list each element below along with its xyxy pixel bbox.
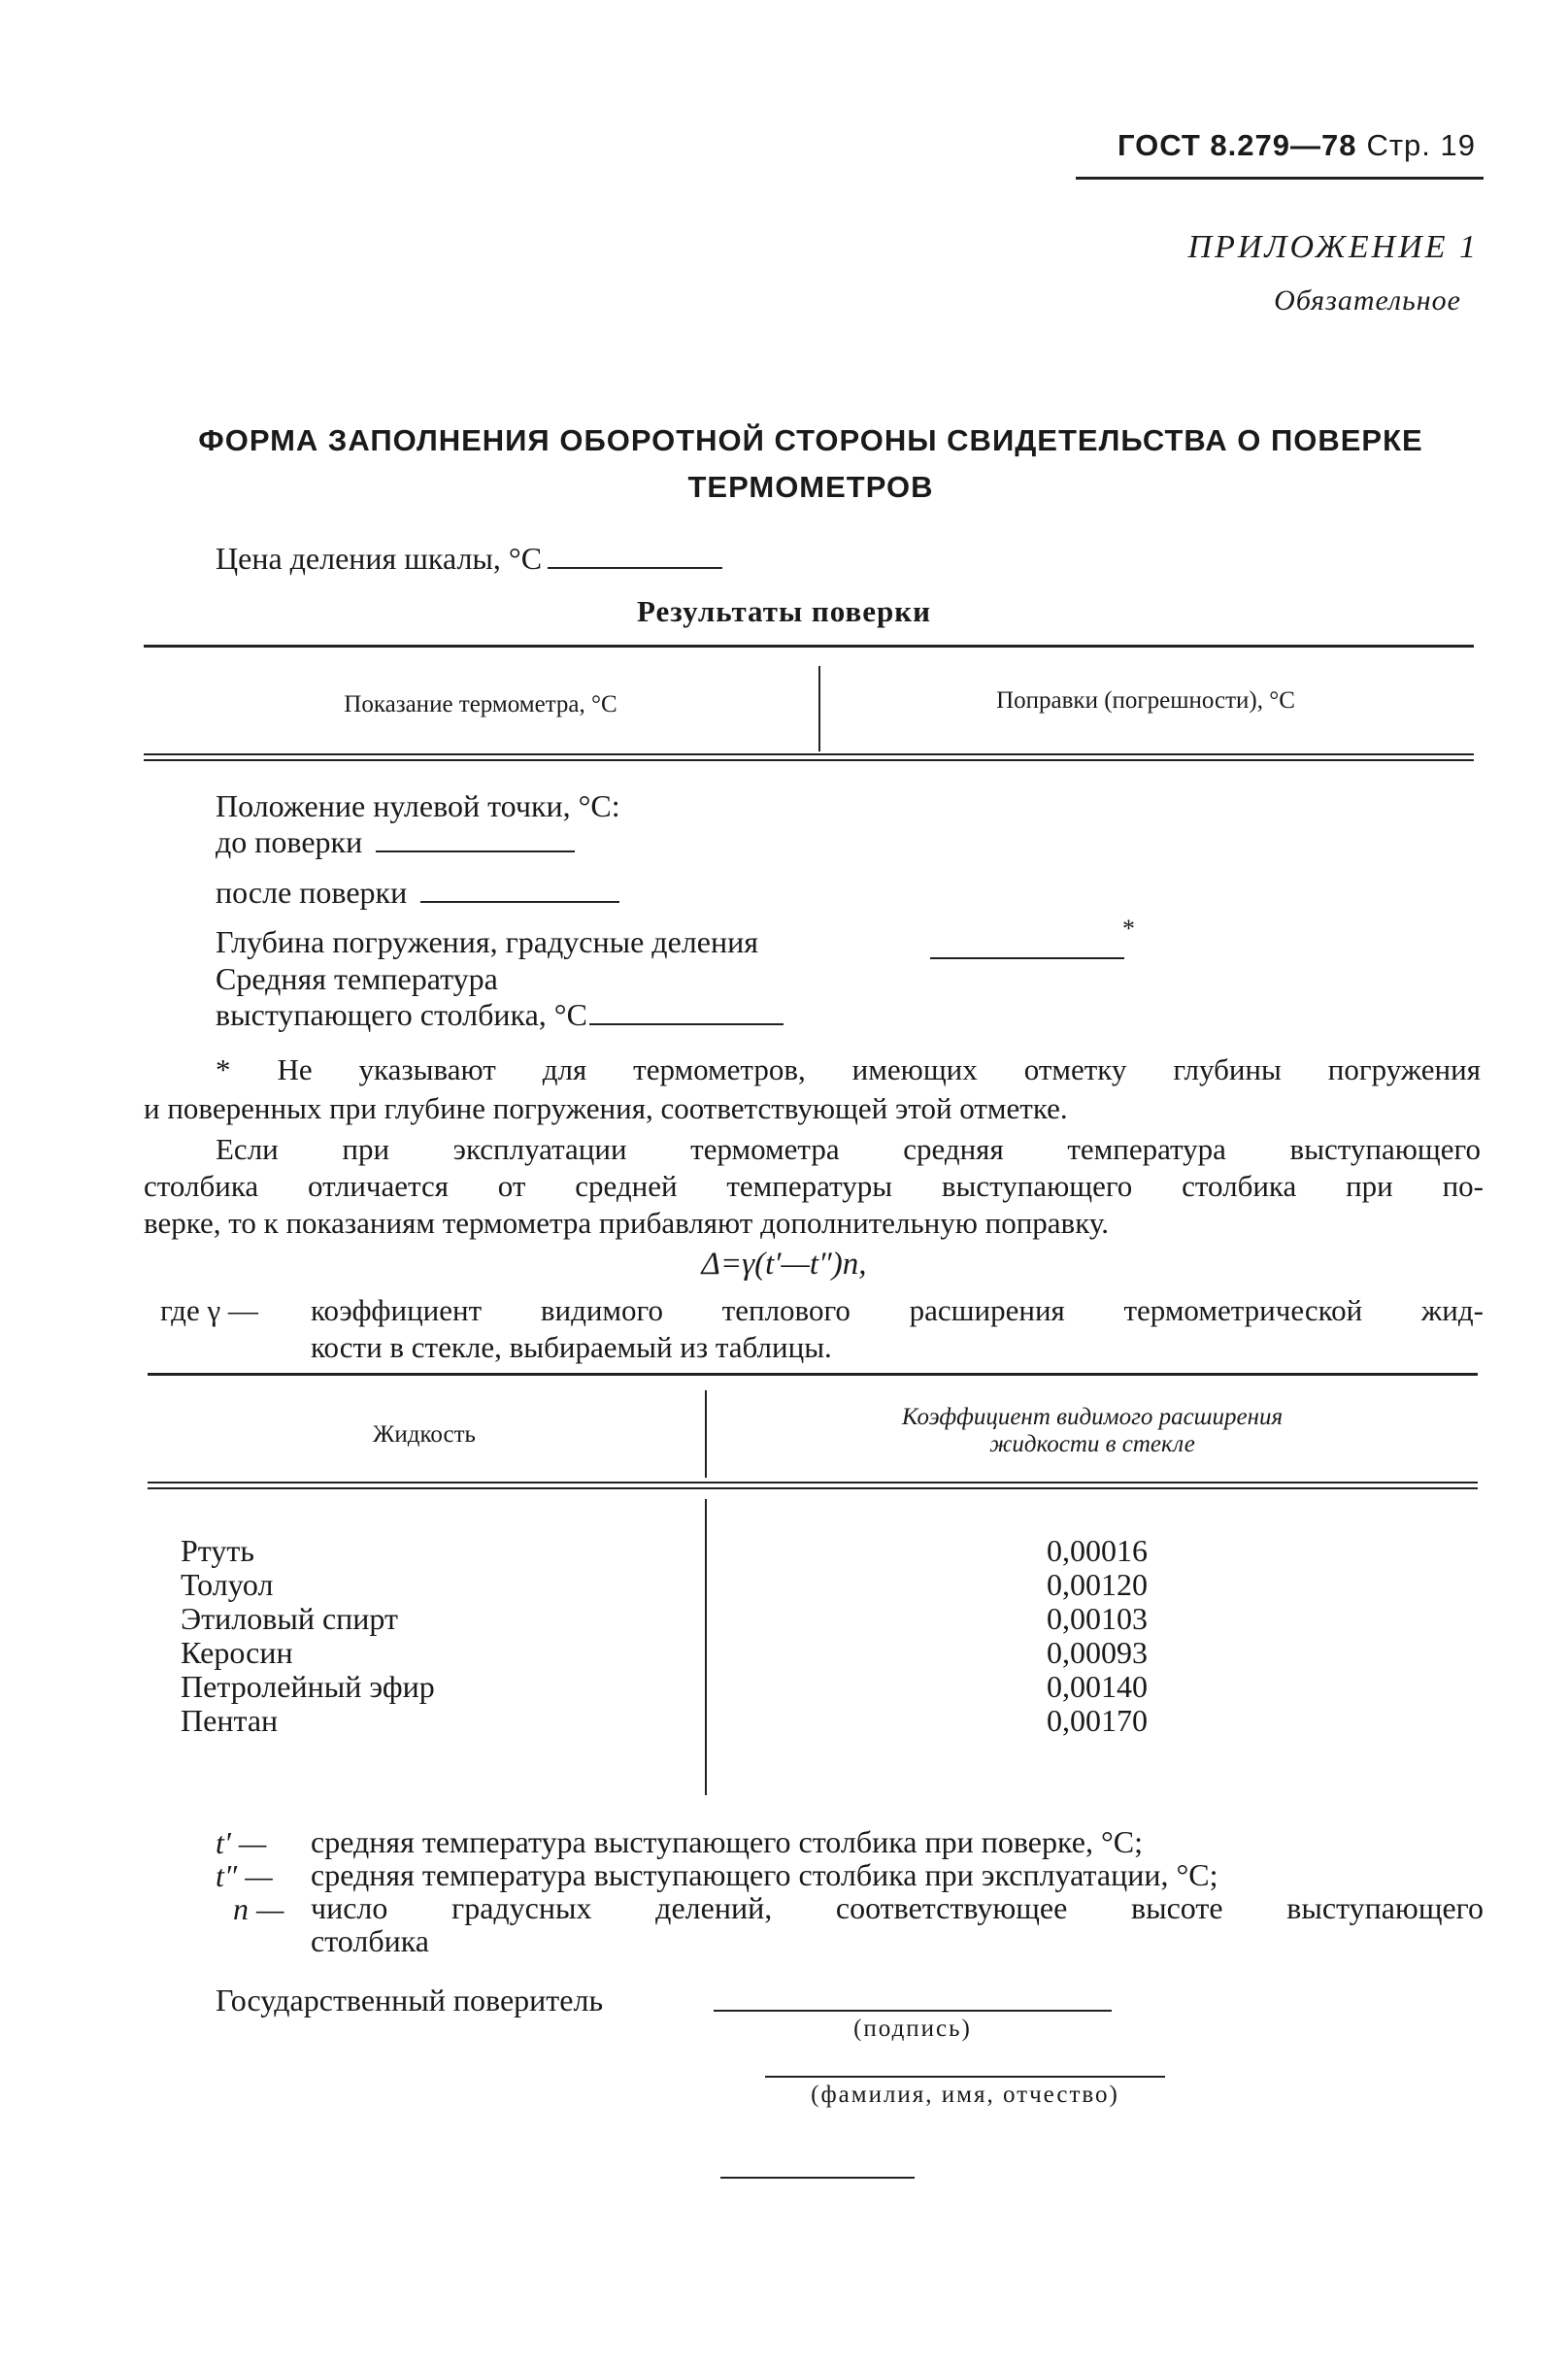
- table-row: Пентан: [181, 1703, 279, 1738]
- mean-temp-label: выступающего столбика, °С: [216, 997, 587, 1032]
- zero-point-after-label: после поверки: [216, 875, 408, 910]
- liquids-table-top-rule: [148, 1373, 1478, 1376]
- paragraph-line-2: столбика отличается от средней температуры выступающего столбика при по-: [144, 1169, 1484, 1203]
- liquids-col-liquid: Жидкость: [373, 1421, 476, 1448]
- legend-text-t2: средняя температура выступающего столбика при эксплуатации, °С;: [311, 1857, 1218, 1892]
- table-cell-value: 0,00093: [1047, 1635, 1148, 1670]
- results-col-reading: Показание термометра, °С: [344, 691, 617, 717]
- where-line-2: кости в стекле, выбираемый из таблицы.: [311, 1330, 832, 1364]
- liquids-table-body-divider: [705, 1499, 707, 1795]
- zero-point-before-label: до поверки: [216, 824, 363, 859]
- results-table-top-rule: [144, 645, 1474, 648]
- where-line-1: коэффициент видимого теплового расширения термометрической жид-: [311, 1293, 1484, 1327]
- results-table-rule-1: [144, 753, 1474, 755]
- table-row: Петролейный эфир: [181, 1669, 435, 1704]
- immersion-depth-blank[interactable]: [930, 930, 1124, 959]
- results-table-rule-2: [144, 759, 1474, 761]
- table-row: Толуол: [181, 1567, 274, 1602]
- mean-temp-blank[interactable]: [589, 996, 784, 1025]
- mean-temp-line-2: [216, 996, 784, 1033]
- paragraph-line-1: Если при эксплуатации термометра средняя температура выступающего: [216, 1132, 1481, 1166]
- signature-label: Государственный поверитель: [216, 1983, 604, 2017]
- zero-point-after: [216, 874, 619, 911]
- liquids-table-rule-1: [148, 1482, 1478, 1484]
- table-row: Керосин: [181, 1635, 293, 1670]
- zero-point-heading: Положение нулевой точки, °С:: [216, 788, 620, 823]
- footnote-line-2: и поверенных при глубине погружения, соответствующей этой отметке.: [144, 1091, 1068, 1125]
- zero-point-before-blank[interactable]: [376, 823, 575, 852]
- scale-division-field: [216, 540, 722, 577]
- paragraph-line-3: верке, то к показаниям термометра прибавляют дополнительную поправку.: [144, 1206, 1109, 1240]
- form-title-line-1: ФОРМА ЗАПОЛНЕНИЯ ОБОРОТНОЙ СТОРОНЫ СВИДЕТЕЛЬСТВА О ПОВЕРКЕ: [198, 423, 1423, 457]
- table-cell-value: 0,00140: [1047, 1669, 1148, 1704]
- header-rule: [1076, 177, 1484, 180]
- form-title: [136, 417, 1485, 511]
- table-cell-value: 0,00170: [1047, 1703, 1148, 1738]
- closing-rule: [720, 2177, 915, 2179]
- liquids-col-coefficient-line-2: жидкости в стекле: [989, 1431, 1195, 1457]
- results-col-correction: Поправки (погрешности), °С: [996, 687, 1295, 714]
- liquids-values: [1000, 1534, 1194, 1738]
- appendix-status: Обязательное: [1274, 284, 1461, 317]
- mean-temp-line-1: Средняя температура: [216, 961, 498, 996]
- liquids-table-header-divider: [705, 1390, 707, 1478]
- results-table-column-divider: [818, 666, 820, 751]
- legend-symbol-t1: t′ —: [216, 1825, 267, 1860]
- appendix-label: ПРИЛОЖЕНИЕ 1: [1187, 229, 1479, 265]
- results-heading: Результаты поверки: [637, 594, 931, 628]
- liquids-col-coefficient: [714, 1404, 1471, 1458]
- scale-division-blank[interactable]: [548, 540, 722, 569]
- name-blank[interactable]: [765, 2076, 1165, 2078]
- legend-text-n: число градусных делений, соответствующее высоте выступающего: [311, 1890, 1484, 1925]
- name-caption: (фамилия, имя, отчество): [811, 2082, 1119, 2108]
- signature-blank[interactable]: [714, 2010, 1112, 2012]
- standard-number: ГОСТ 8.279—78: [1117, 128, 1357, 162]
- table-cell-value: 0,00120: [1047, 1567, 1148, 1602]
- zero-point-before: [216, 823, 575, 860]
- scale-division-label: Цена деления шкалы, °С: [216, 541, 543, 576]
- signature-caption: (подпись): [853, 2016, 972, 2042]
- page-number: Стр. 19: [1366, 128, 1476, 162]
- liquids-col-coefficient-line-1: Коэффициент видимого расширения: [901, 1404, 1284, 1430]
- page-header: [1118, 128, 1476, 163]
- legend-text-n-cont: столбика: [311, 1923, 429, 1958]
- correction-formula: Δ=γ(t′—t″)n,: [701, 1247, 867, 1282]
- zero-point-after-blank[interactable]: [420, 874, 619, 903]
- liquids-table-rule-2: [148, 1487, 1478, 1489]
- table-row: Этиловый спирт: [181, 1601, 398, 1636]
- where-prefix: где γ —: [160, 1293, 258, 1327]
- table-cell-value: 0,00103: [1047, 1601, 1148, 1636]
- liquids-names: [181, 1534, 435, 1738]
- immersion-depth-mark: *: [1122, 915, 1135, 943]
- immersion-depth-label: Глубина погружения, градусные деления: [216, 924, 758, 959]
- table-cell-value: 0,00016: [1047, 1533, 1148, 1568]
- legend-symbol-n: n —: [233, 1891, 284, 1926]
- footnote-line-1: * Не указывают для термометров, имеющих отметку глубины погружения: [216, 1052, 1481, 1086]
- legend-symbol-t2: t″ —: [216, 1858, 273, 1893]
- table-row: Ртуть: [181, 1533, 254, 1568]
- form-title-line-2: ТЕРМОМЕТРОВ: [687, 470, 934, 504]
- legend-text-t1: средняя температура выступающего столбика при поверке, °С;: [311, 1824, 1143, 1859]
